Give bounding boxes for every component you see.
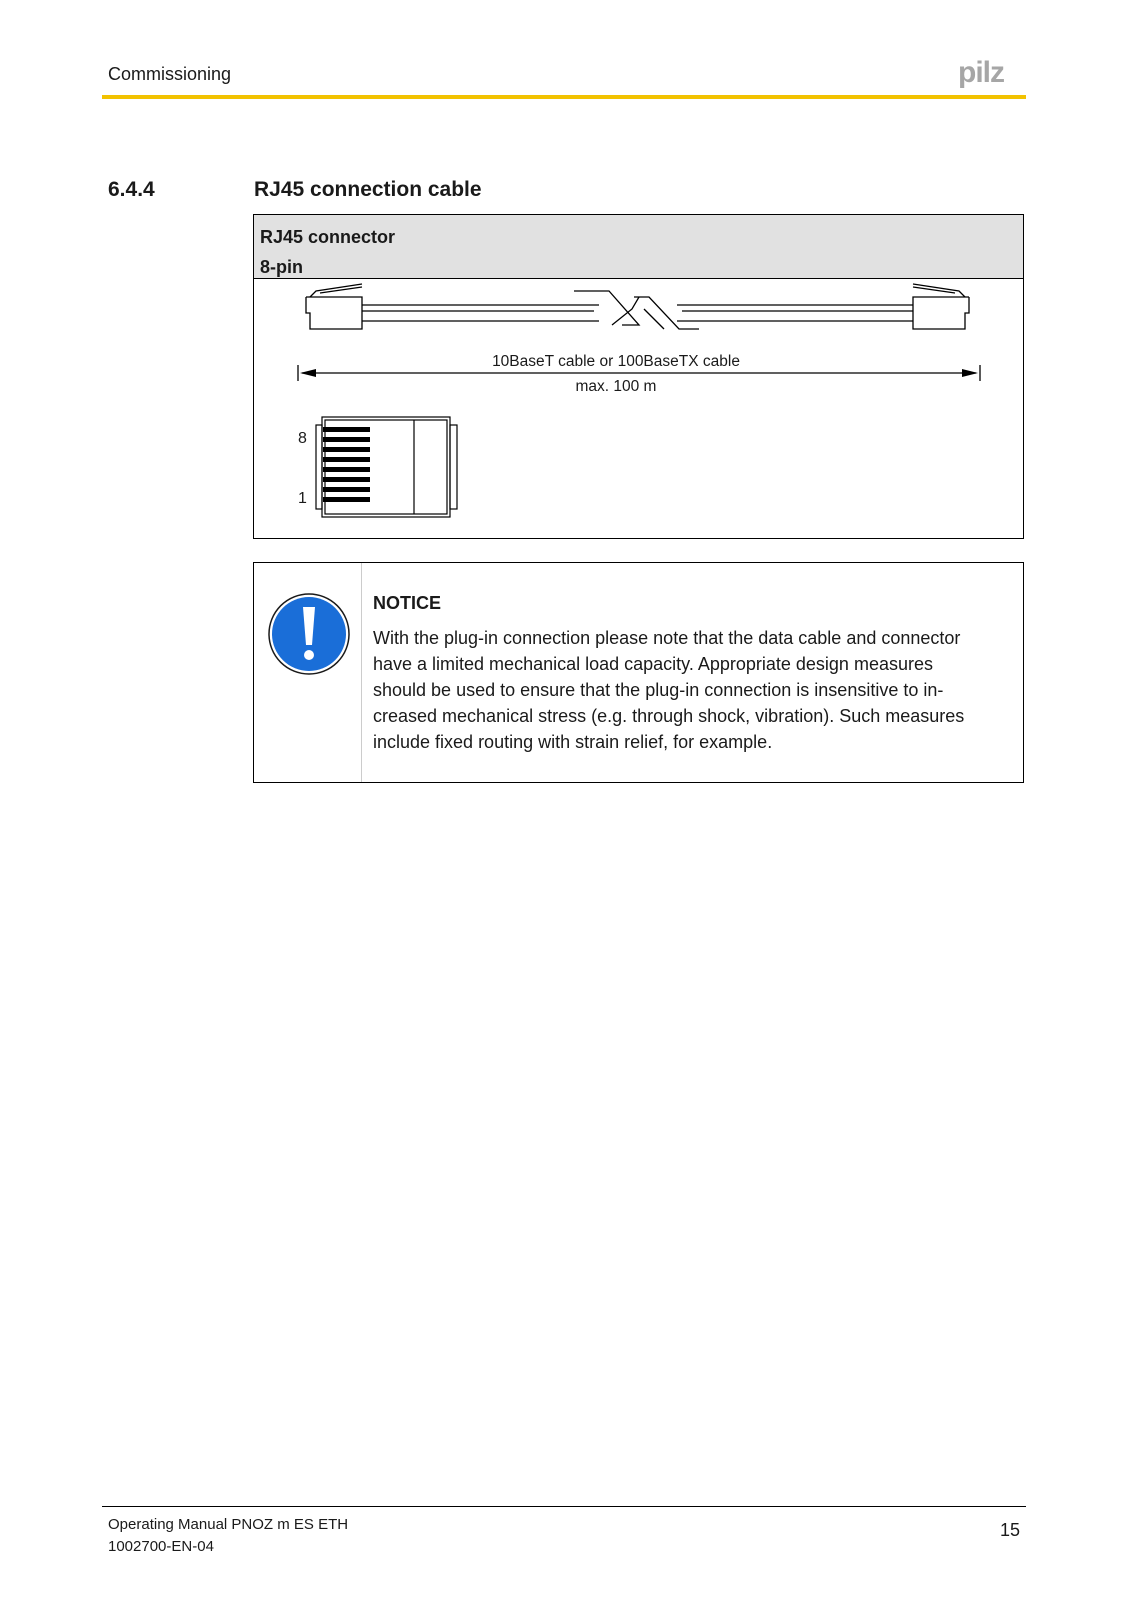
header-rule	[102, 95, 1026, 99]
rj45-cable-diagram	[254, 279, 1023, 538]
section-number: 6.4.4	[108, 178, 155, 201]
left-plug-icon	[306, 284, 362, 329]
exclamation-icon	[268, 593, 350, 675]
section-title: RJ45 connection cable	[254, 178, 482, 201]
pilz-logo: pilz	[958, 56, 1004, 89]
connector-pins	[323, 427, 370, 502]
cable-lines	[362, 291, 913, 329]
notice-line: creased mechanical stress (e.g. through shock, vibration). Such measures	[373, 706, 965, 726]
rj45-table	[253, 214, 1024, 539]
footer-manual-title: Operating Manual PNOZ m ES ETH	[108, 1516, 349, 1533]
notice-divider	[361, 563, 362, 782]
right-plug-icon	[913, 284, 969, 329]
cable-length-label: max. 100 m	[575, 378, 657, 395]
arrow-right-icon	[962, 369, 978, 377]
notice-box	[253, 562, 1024, 783]
notice-line: have a limited mechanical load capacity. Appropriate design measures	[373, 654, 933, 674]
footer-doc-id: 1002700-EN-04	[108, 1538, 214, 1555]
cable-type-label: 10BaseT cable or 100BaseTX cable	[492, 353, 740, 370]
notice-line: With the plug-in connection please note that the data cable and connector	[373, 628, 961, 648]
table-header-line-2: 8-pin	[260, 257, 303, 277]
pin-label-8: 8	[298, 430, 307, 447]
table-header-line-1: RJ45 connector	[260, 227, 396, 247]
notice-line: should be used to ensure that the plug-in connection is insensitive to in-	[373, 680, 944, 700]
footer-rule	[102, 1506, 1026, 1507]
running-header: Commissioning	[108, 64, 232, 84]
notice-title: NOTICE	[373, 593, 442, 613]
notice-line: include fixed routing with strain relief, for example.	[373, 732, 773, 752]
pin-label-1: 1	[298, 490, 307, 507]
arrow-left-icon	[300, 369, 316, 377]
page-number: 15	[1000, 1520, 1021, 1540]
table-header	[254, 215, 1023, 279]
notice-body	[373, 625, 1003, 755]
